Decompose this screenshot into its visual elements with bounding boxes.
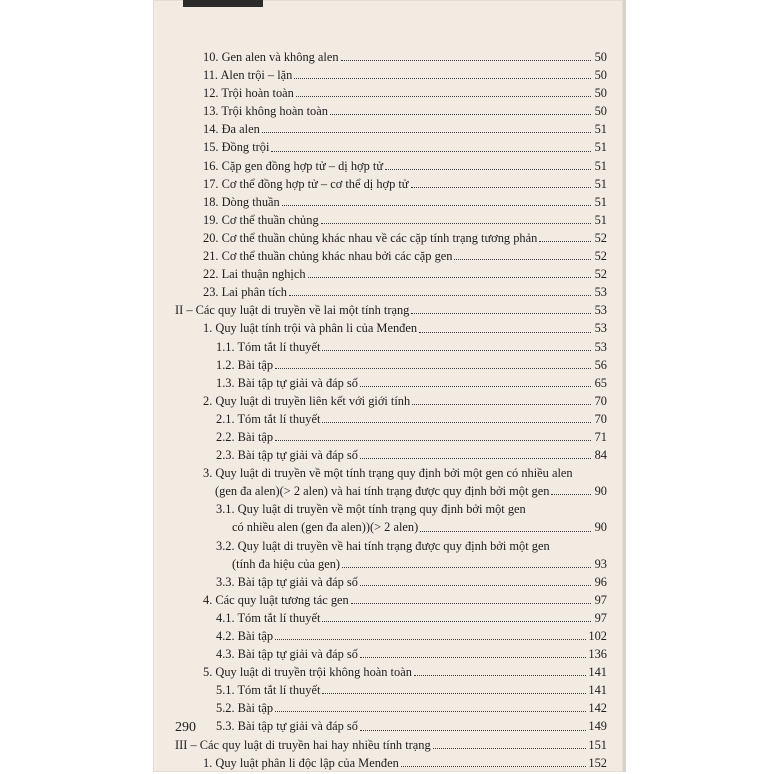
toc-chapter-3-line1: 3. Quy luật di truyền về một tính trạng quy định bởi một gen có nhiều alen (203, 466, 573, 481)
toc-entry-16: 16. Cặp gen đồng hợp tử – dị hợp tử 51 (203, 158, 607, 173)
toc-sub-3-2: 3.2. Quy luật di truyền về hai tính trạng được quy định bởi một gen (tính đa hiệu của gen) 93 (216, 538, 607, 571)
toc-chapter-3: 3. Quy luật di truyền về một tính trạng quy định bởi một gen có nhiều alen (gen đa alen)(> 2 alen) và hai tính trạng được quy định bởi một gen 90 (203, 466, 607, 499)
toc-entry-14: 14. Đa alen 51 (203, 122, 607, 137)
toc-entry-20: 20. Cơ thể thuần chủng khác nhau về các cặp tính trạng tương phản 52 (203, 230, 607, 245)
toc-chapter-III-1: 1. Quy luật phân li độc lập của Menđen 152 (203, 755, 607, 770)
toc-entry-13: 13. Trội không hoàn toàn 50 (203, 104, 607, 119)
toc-sub-1-1: 1.1. Tóm tắt lí thuyết 53 (216, 339, 607, 354)
page-number: 290 (175, 720, 196, 735)
toc-sub-5-1: 5.1. Tóm tắt lí thuyết 141 (216, 683, 607, 698)
toc-sub-1-3: 1.3. Bài tập tự giải và đáp số 65 (216, 375, 607, 390)
toc-sub-5-2: 5.2. Bài tập 142 (216, 701, 607, 716)
toc-entry-23: 23. Lai phân tích 53 (203, 285, 607, 300)
toc-sub-3-1-line1: 3.1. Quy luật di truyền về một tính trạng quy định bởi một gen (216, 502, 526, 517)
toc-entry-19: 19. Cơ thể thuần chủng 51 (203, 212, 607, 227)
toc-sub-1-2: 1.2. Bài tập 56 (216, 357, 607, 372)
toc-sub-4-1: 4.1. Tóm tắt lí thuyết 97 (216, 610, 607, 625)
toc-chapter-5: 5. Quy luật di truyền trội không hoàn toàn 141 (203, 665, 607, 680)
toc-sub-4-3: 4.3. Bài tập tự giải và đáp số 136 (216, 647, 607, 662)
table-of-contents (175, 50, 607, 774)
toc-section-III: III – Các quy luật di truyền hai hay nhiều tính trạng 151 (175, 737, 607, 752)
toc-sub-2-3: 2.3. Bài tập tự giải và đáp số 84 (216, 448, 607, 463)
page-edge (623, 0, 626, 772)
toc-entry-22: 22. Lai thuận nghịch 52 (203, 267, 607, 282)
toc-sub-3-2-line1: 3.2. Quy luật di truyền về hai tính trạng được quy định bởi một gen (216, 538, 550, 553)
toc-section-II: II – Các quy luật di truyền về lai một tính trạng 53 (175, 303, 607, 318)
toc-entry-11: 11. Alen trội – lặn 50 (203, 68, 607, 83)
toc-chapter-4: 4. Các quy luật tương tác gen 97 (203, 592, 607, 607)
toc-sub-5-3: 5.3. Bài tập tự giải và đáp số 149 (216, 719, 607, 734)
toc-entry-17: 17. Cơ thể đồng hợp tử – cơ thể dị hợp tử 51 (203, 176, 607, 191)
toc-entry-21: 21. Cơ thể thuần chủng khác nhau bởi các cặp gen 52 (203, 249, 607, 264)
toc-sub-2-2: 2.2. Bài tập 71 (216, 429, 607, 444)
toc-entry-18: 18. Dòng thuần 51 (203, 194, 607, 209)
toc-sub-4-2: 4.2. Bài tập 102 (216, 629, 607, 643)
toc-entry-15: 15. Đồng trội 51 (203, 140, 607, 155)
toc-sub-3-3: 3.3. Bài tập tự giải và đáp số 96 (216, 574, 607, 589)
toc-entry-12: 12. Trội hoàn toàn 50 (203, 86, 607, 101)
toc-sub-3-1: 3.1. Quy luật di truyền về một tính trạng quy định bởi một gen có nhiều alen (gen đa alen))(> 2 alen) 90 (216, 502, 607, 535)
toc-chapter-2: 2. Quy luật di truyền liên kết với giới tính 70 (203, 393, 607, 408)
toc-chapter-1: 1. Quy luật tính trội và phân li của Menđen 53 (203, 321, 607, 336)
toc-entry-10: 10. Gen alen và không alen 50 (203, 50, 607, 64)
toc-sub-2-1: 2.1. Tóm tắt lí thuyết 70 (216, 411, 607, 426)
top-binding-mark (183, 0, 263, 7)
